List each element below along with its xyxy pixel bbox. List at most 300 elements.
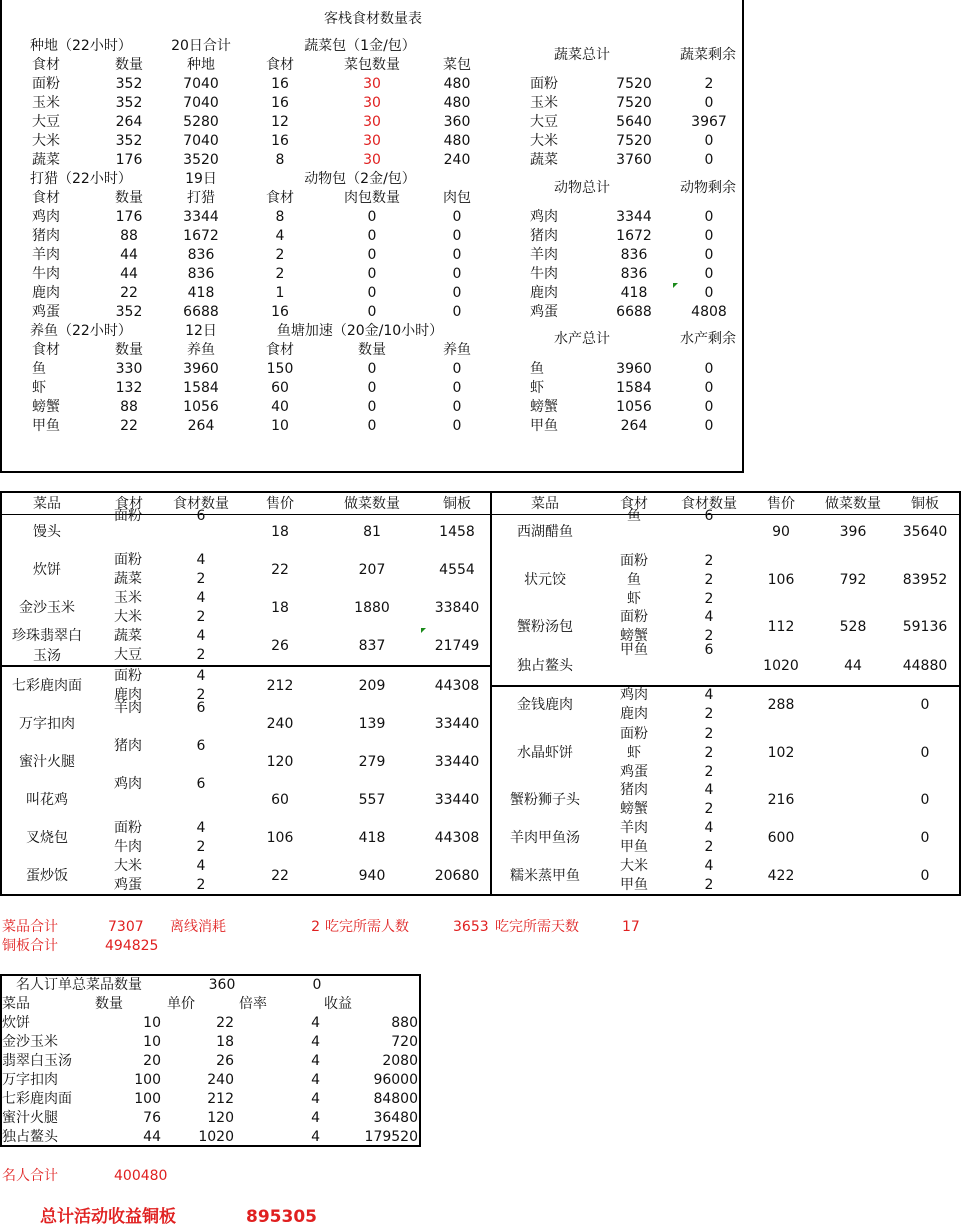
table-cell: 1584 (183, 380, 219, 396)
celeb-title: 名人订单总菜品数量 (16, 977, 142, 993)
table-cell: 44 (120, 247, 138, 263)
column-header: 食材 (266, 190, 294, 206)
dish-column-header: 食材 (115, 496, 143, 512)
table-cell: 0 (704, 95, 714, 111)
table-cell: 3960 (616, 361, 652, 377)
table-cell: 0 (452, 361, 462, 377)
table-cell: 0 (704, 209, 714, 225)
column-header: 数量 (115, 190, 143, 206)
table-cell: 大豆 (530, 114, 558, 130)
table-cell: 甲鱼 (32, 418, 60, 434)
ingredient-qty: 2 (704, 839, 714, 855)
table-cell: 0 (704, 285, 714, 301)
ingredient-qty: 2 (196, 571, 206, 587)
dish-column-header: 做菜数量 (825, 496, 881, 512)
table-cell: 鱼 (530, 361, 544, 377)
table-cell: 132 (115, 380, 143, 396)
coins: 33440 (434, 716, 480, 732)
table-cell: 鱼 (32, 361, 46, 377)
table-cell: 352 (115, 304, 143, 320)
celeb-total-qty: 360 (208, 977, 236, 993)
celeb-cell: 880 (391, 1015, 418, 1031)
table-cell: 16 (271, 95, 289, 111)
table-cell: 1056 (616, 399, 652, 415)
dish-count: 209 (358, 678, 386, 694)
ingredient-qty: 2 (704, 552, 714, 569)
summary-header: 动物总计 (554, 180, 610, 196)
dish-count: 940 (358, 868, 386, 884)
table-cell: 5280 (183, 114, 219, 130)
celeb-cell: 七彩鹿肉面 (2, 1091, 72, 1107)
table-cell: 0 (452, 247, 462, 263)
table-cell: 大豆 (32, 114, 60, 130)
price: 112 (767, 619, 795, 635)
celeb-cell: 120 (207, 1110, 234, 1126)
price: 90 (772, 524, 790, 540)
table-cell: 0 (367, 361, 377, 377)
ingredient-qty: 4 (704, 858, 714, 874)
ingredient-qty: 6 (196, 776, 206, 792)
celeb-cell: 212 (207, 1091, 234, 1107)
ingredient-qty: 4 (196, 628, 206, 644)
table-cell: 虾 (32, 380, 46, 396)
summary-header: 蔬菜剩余 (680, 47, 736, 63)
table-cell: 176 (115, 209, 143, 225)
column-header: 打猎 (187, 190, 215, 206)
celeb-cell: 36480 (373, 1110, 418, 1126)
summary-header: 水产总计 (554, 331, 610, 347)
celeb-column-header: 单价 (167, 996, 195, 1012)
dish-name: 羊肉甲鱼汤 (510, 830, 580, 846)
price: 120 (266, 754, 294, 770)
dish-name: 馒头 (33, 524, 61, 540)
people-value: 3653 (453, 919, 489, 935)
table-cell: 352 (115, 95, 143, 111)
table-cell: 4 (275, 228, 285, 244)
table-cell: 3344 (616, 209, 652, 225)
celeb-cell: 万字扣肉 (2, 1072, 58, 1088)
table-cell: 30 (363, 114, 381, 130)
table-cell: 0 (452, 285, 462, 301)
celeb-cell: 10 (143, 1015, 161, 1031)
table-cell: 836 (620, 266, 648, 282)
ingredient: 大米 (620, 858, 648, 874)
celeb-cell: 4 (311, 1129, 320, 1145)
dish-column-header: 菜品 (33, 496, 61, 512)
section-pack: 动物包（2金/包） (304, 171, 416, 187)
table-cell: 0 (704, 361, 714, 377)
table-cell: 0 (452, 228, 462, 244)
ingredient-qty: 2 (196, 839, 206, 855)
table-cell: 0 (704, 228, 714, 244)
coins: 33440 (434, 792, 480, 808)
column-header: 菜包 (443, 57, 471, 73)
column-header: 数量 (115, 57, 143, 73)
summary-header: 动物剩余 (680, 180, 736, 196)
celeb-column-header: 菜品 (2, 996, 30, 1012)
table-cell: 12 (271, 114, 289, 130)
table-cell: 7520 (616, 95, 652, 111)
coins: 44308 (434, 678, 480, 694)
ingredient: 甲鱼 (620, 839, 648, 855)
price: 60 (271, 792, 289, 808)
dish-count: 528 (839, 619, 867, 635)
price: 22 (271, 868, 289, 884)
table-cell: 7520 (616, 76, 652, 92)
ingredient-qty: 6 (196, 738, 206, 754)
ingredient-qty: 2 (704, 877, 714, 893)
table-cell: 蔬菜 (32, 152, 60, 168)
table-cell: 40 (271, 399, 289, 415)
grand-total-value: 895305 (246, 1207, 317, 1227)
celeb-column-header: 收益 (324, 996, 352, 1012)
table-cell: 螃蟹 (32, 399, 60, 415)
column-header: 养鱼 (443, 342, 471, 358)
coins: 1458 (439, 524, 475, 540)
table-cell: 2 (704, 76, 714, 92)
ingredient: 面粉 (114, 820, 142, 836)
dish-name: 西湖醋鱼 (517, 524, 573, 540)
ingredient: 鸡蛋 (620, 763, 648, 780)
ingredient-qty: 2 (704, 571, 714, 588)
column-header: 数量 (358, 342, 386, 358)
column-header: 养鱼 (187, 342, 215, 358)
ingredient-qty: 4 (704, 820, 714, 836)
dish-name: 万字扣肉 (19, 716, 75, 732)
price: 422 (767, 868, 795, 884)
table-cell: 352 (115, 76, 143, 92)
ingredient-qty: 2 (704, 628, 714, 644)
celeb-cell: 100 (134, 1091, 161, 1107)
stock-title: 客栈食材数量表 (324, 11, 422, 27)
table-cell: 蔬菜 (530, 152, 558, 168)
ingredient-qty: 4 (196, 820, 206, 836)
table-cell: 0 (704, 399, 714, 415)
dish-name: 糯米蒸甲鱼 (510, 868, 580, 884)
dish-column-header: 售价 (767, 496, 795, 512)
stock-border-right (742, 0, 744, 472)
table-cell: 3520 (183, 152, 219, 168)
ingredient: 面粉 (620, 725, 648, 742)
table-cell: 2 (275, 247, 285, 263)
celeb-cell: 44 (143, 1129, 161, 1145)
dish-name: 珍珠翡翠白 (12, 628, 82, 644)
ingredient: 面粉 (620, 609, 648, 625)
table-cell: 虾 (530, 380, 544, 396)
table-cell: 16 (271, 133, 289, 149)
column-header: 食材 (32, 342, 60, 358)
dish-border-mid (490, 491, 492, 896)
table-cell: 6688 (616, 304, 652, 320)
table-cell: 176 (115, 152, 143, 168)
dish-name: 水晶虾饼 (517, 745, 573, 761)
celeb-cell: 4 (311, 1034, 320, 1050)
table-cell: 玉米 (32, 95, 60, 111)
coins: 21749 (434, 638, 480, 654)
table-cell: 7040 (183, 76, 219, 92)
ingredient-qty: 4 (704, 782, 714, 798)
table-cell: 360 (443, 114, 471, 130)
table-cell: 面粉 (530, 76, 558, 92)
coins: 4554 (439, 562, 475, 578)
table-cell: 480 (443, 133, 471, 149)
ingredient: 鱼 (627, 571, 641, 588)
dish-name: 蜜汁火腿 (19, 754, 75, 770)
price: 240 (266, 716, 294, 732)
dish-name: 玉汤 (33, 648, 61, 664)
table-cell: 鸡肉 (530, 209, 558, 225)
celeb-cell: 金沙玉米 (2, 1034, 58, 1050)
table-cell: 大米 (530, 133, 558, 149)
dish-name: 七彩鹿肉面 (12, 678, 82, 694)
dish-count: 557 (358, 792, 386, 808)
dish-name: 独占鳌头 (517, 658, 573, 674)
table-cell: 16 (271, 76, 289, 92)
column-header: 菜包数量 (344, 57, 400, 73)
table-cell: 0 (452, 266, 462, 282)
table-cell: 150 (266, 361, 294, 377)
ingredient: 玉米 (114, 590, 142, 606)
table-cell: 羊肉 (32, 247, 60, 263)
ingredient: 猪肉 (620, 782, 648, 798)
column-header: 数量 (115, 342, 143, 358)
table-cell: 88 (120, 399, 138, 415)
dish-name: 蟹粉汤包 (517, 619, 573, 635)
table-cell: 836 (620, 247, 648, 263)
dish-column-header: 铜板 (443, 496, 471, 512)
table-cell: 30 (363, 95, 381, 111)
coins: 0 (920, 868, 930, 884)
table-cell: 6688 (183, 304, 219, 320)
ingredient-qty: 6 (196, 508, 206, 524)
table-cell: 1672 (183, 228, 219, 244)
table-cell: 44 (120, 266, 138, 282)
celeb-cell: 720 (391, 1034, 418, 1050)
ingredient-qty: 2 (196, 687, 206, 703)
dish-name: 叫花鸡 (26, 792, 68, 808)
table-cell: 0 (452, 304, 462, 320)
column-header: 肉包 (443, 190, 471, 206)
table-cell: 0 (367, 399, 377, 415)
price: 26 (271, 638, 289, 654)
ingredient: 甲鱼 (620, 877, 648, 893)
table-cell: 0 (367, 285, 377, 301)
ingredient-qty: 4 (704, 687, 714, 703)
dish-count: 418 (358, 830, 386, 846)
table-cell: 22 (120, 285, 138, 301)
ingredient-qty: 4 (196, 858, 206, 874)
table-cell: 8 (275, 152, 285, 168)
coins: 0 (920, 745, 930, 761)
dish-border-bottom (0, 894, 961, 896)
table-cell: 60 (271, 380, 289, 396)
ingredient: 猪肉 (114, 738, 142, 754)
table-cell: 352 (115, 133, 143, 149)
celeb-total-value: 400480 (114, 1168, 168, 1184)
dish-column-header: 做菜数量 (344, 496, 400, 512)
table-cell: 0 (367, 247, 377, 263)
coins: 20680 (434, 868, 480, 884)
price: 212 (266, 678, 294, 694)
celeb-cell: 炊饼 (2, 1015, 30, 1031)
table-cell: 牛肉 (530, 266, 558, 282)
celeb-border-right (419, 974, 421, 1147)
ingredient-qty: 4 (196, 668, 206, 684)
ingredient: 大米 (114, 858, 142, 874)
table-cell: 4808 (691, 304, 727, 320)
celeb-cell: 1020 (198, 1129, 234, 1145)
table-cell: 螃蟹 (530, 399, 558, 415)
dish-column-header: 食材 (620, 496, 648, 512)
comment-marker-icon (673, 283, 678, 288)
grand-total-label: 总计活动收益铜板 (40, 1207, 176, 1227)
table-cell: 8 (275, 209, 285, 225)
dish-column-header: 售价 (266, 496, 294, 512)
summary-header: 蔬菜总计 (554, 47, 610, 63)
column-header: 种地 (187, 57, 215, 73)
celeb-column-header: 数量 (95, 996, 123, 1012)
price: 106 (266, 830, 294, 846)
summary-header: 水产剩余 (680, 331, 736, 347)
ingredient: 虾 (627, 590, 641, 607)
ingredient: 蔬菜 (114, 571, 142, 587)
dish-column-header: 铜板 (911, 496, 939, 512)
dish-name: 蛋炒饭 (26, 868, 68, 884)
table-cell: 大米 (32, 133, 60, 149)
celeb-cell: 4 (311, 1053, 320, 1069)
table-cell: 264 (115, 114, 143, 130)
dish-count: 1880 (354, 600, 390, 616)
ingredient: 大米 (114, 609, 142, 625)
table-cell: 480 (443, 95, 471, 111)
coins: 44880 (902, 658, 948, 674)
table-cell: 2 (275, 266, 285, 282)
coins: 83952 (902, 572, 948, 588)
coins: 35640 (902, 524, 948, 540)
coins: 0 (920, 792, 930, 808)
table-cell: 480 (443, 76, 471, 92)
celeb-cell: 4 (311, 1091, 320, 1107)
price: 102 (767, 745, 795, 761)
table-cell: 3344 (183, 209, 219, 225)
table-cell: 240 (443, 152, 471, 168)
table-cell: 鹿肉 (32, 285, 60, 301)
table-cell: 10 (271, 418, 289, 434)
celeb-extra: 0 (312, 977, 322, 993)
ingredient: 鱼 (627, 508, 641, 524)
celeb-cell: 翡翠白玉汤 (2, 1053, 72, 1069)
table-cell: 1672 (616, 228, 652, 244)
table-cell: 猪肉 (530, 228, 558, 244)
coins: 44308 (434, 830, 480, 846)
ingredient: 大豆 (114, 647, 142, 663)
ingredient-qty: 2 (704, 706, 714, 722)
table-cell: 0 (452, 399, 462, 415)
price: 1020 (763, 658, 799, 674)
column-header: 食材 (32, 190, 60, 206)
ingredient: 面粉 (114, 668, 142, 684)
ingredient: 虾 (627, 744, 641, 761)
days-label: 吃完所需天数 (495, 919, 579, 935)
ingredient: 鸡蛋 (114, 877, 142, 893)
table-cell: 1056 (183, 399, 219, 415)
table-cell: 418 (187, 285, 215, 301)
section-header: 养鱼（22小时） (30, 323, 132, 339)
dish-name: 蟹粉狮子头 (510, 792, 580, 808)
days-value: 17 (622, 919, 640, 935)
dish-name: 金沙玉米 (19, 600, 75, 616)
table-cell: 玉米 (530, 95, 558, 111)
table-cell: 3760 (616, 152, 652, 168)
offline-value: 2 (311, 919, 320, 935)
ingredient-qty: 6 (704, 508, 714, 524)
ingredient-qty: 4 (196, 590, 206, 606)
ingredient-qty: 2 (704, 801, 714, 817)
table-cell: 0 (367, 304, 377, 320)
ingredient-qty: 6 (704, 642, 714, 658)
table-cell: 7520 (616, 133, 652, 149)
celeb-cell: 4 (311, 1110, 320, 1126)
ingredient: 鸡肉 (620, 687, 648, 703)
table-cell: 猪肉 (32, 228, 60, 244)
ingredient: 鹿肉 (114, 687, 142, 703)
table-cell: 264 (187, 418, 215, 434)
dish-count: 44 (844, 658, 862, 674)
table-cell: 836 (187, 266, 215, 282)
table-cell: 3967 (691, 114, 727, 130)
table-cell: 836 (187, 247, 215, 263)
celeb-cell: 84800 (373, 1091, 418, 1107)
ingredient-qty: 2 (196, 877, 206, 893)
section-days: 19日 (185, 171, 217, 187)
ingredient: 鹿肉 (620, 706, 648, 722)
price: 106 (767, 572, 795, 588)
table-cell: 30 (363, 133, 381, 149)
coin-total-value: 494825 (105, 938, 159, 954)
dish-count: 81 (363, 524, 381, 540)
dish-name: 叉烧包 (26, 830, 68, 846)
price: 22 (271, 562, 289, 578)
ingredient: 螃蟹 (620, 628, 648, 644)
dish-count: 139 (358, 716, 386, 732)
ingredient-qty: 6 (196, 700, 206, 716)
table-cell: 30 (363, 76, 381, 92)
dish-column-header: 菜品 (531, 496, 559, 512)
section-header: 打猎（22小时） (30, 171, 132, 187)
stock-border-bottom (0, 471, 744, 473)
table-cell: 7040 (183, 133, 219, 149)
table-cell: 0 (367, 228, 377, 244)
dish-border-top (0, 491, 961, 493)
dish-total-label: 菜品合计 (2, 919, 58, 935)
dish-column-header: 食材数量 (173, 496, 229, 512)
celeb-cell: 20 (143, 1053, 161, 1069)
table-cell: 甲鱼 (530, 418, 558, 434)
celeb-cell: 76 (143, 1110, 161, 1126)
column-header: 食材 (266, 57, 294, 73)
table-cell: 0 (452, 380, 462, 396)
table-cell: 鸡蛋 (530, 304, 558, 320)
table-cell: 鸡肉 (32, 209, 60, 225)
table-cell: 0 (704, 133, 714, 149)
coins: 0 (920, 697, 930, 713)
table-cell: 0 (704, 380, 714, 396)
ingredient-qty: 2 (704, 590, 714, 607)
celeb-cell: 10 (143, 1034, 161, 1050)
dish-column-header: 食材数量 (681, 496, 737, 512)
people-label: 吃完所需人数 (325, 919, 409, 935)
coins: 33440 (434, 754, 480, 770)
